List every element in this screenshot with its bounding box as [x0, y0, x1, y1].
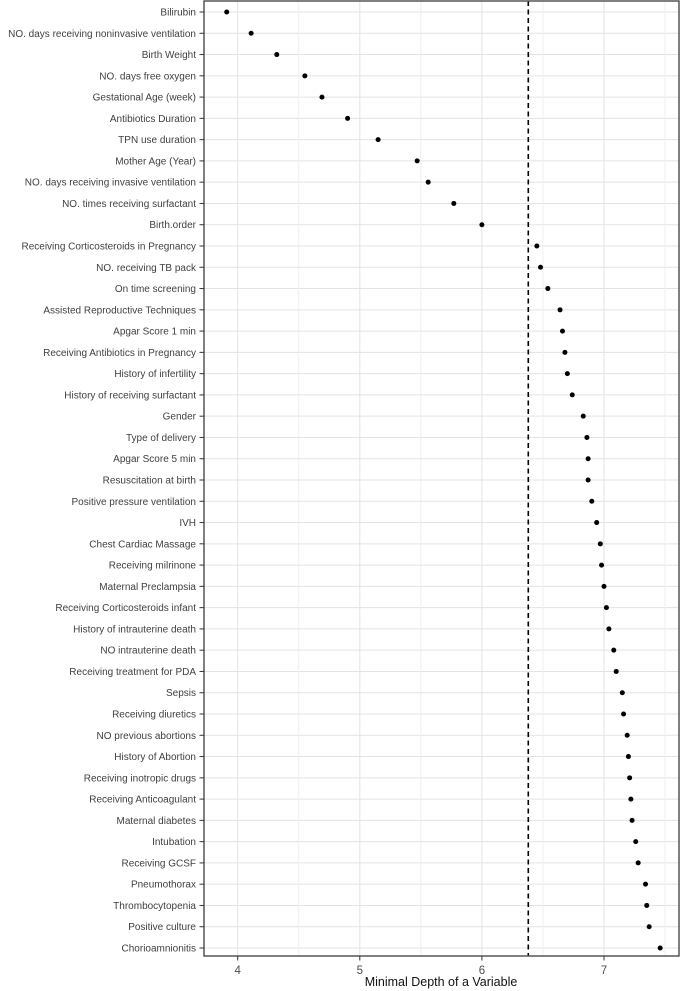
y-axis-label: Bilirubin	[160, 7, 196, 19]
data-point	[426, 180, 431, 185]
data-point	[594, 520, 599, 525]
data-point	[560, 329, 565, 334]
y-axis-label: Receiving Corticosteroids in Pregnancy	[21, 241, 196, 253]
y-axis-label: Receiving Corticosteroids infant	[55, 603, 196, 615]
x-axis-tick-label: 4	[234, 965, 241, 977]
data-point	[625, 733, 630, 738]
y-axis-label: History of intrauterine death	[73, 624, 196, 636]
y-axis-label: Antibiotics Duration	[109, 113, 196, 125]
y-axis-label: NO. days receiving invasive ventilation	[24, 177, 196, 189]
y-axis-label: Birth.order	[149, 220, 196, 232]
y-axis-label: Receiving Anticoagulant	[89, 794, 196, 806]
data-point	[647, 924, 652, 929]
data-point	[626, 754, 631, 759]
data-point	[614, 669, 619, 674]
data-point	[274, 52, 279, 57]
y-axis-label: Apgar Score 1 min	[113, 326, 196, 338]
y-axis-label: On time screening	[114, 284, 196, 296]
data-point	[545, 286, 550, 291]
data-point	[602, 584, 607, 589]
y-axis-label: Apgar Score 5 min	[113, 454, 196, 466]
y-axis-label: Chest Cardiac Massage	[89, 539, 196, 551]
data-point	[534, 244, 539, 249]
data-point	[224, 10, 229, 15]
plot-layer	[8, 1, 679, 977]
data-point	[479, 222, 484, 227]
y-axis-label: Positive culture	[128, 922, 196, 934]
y-axis-label: Resuscitation at birth	[102, 475, 196, 487]
data-point	[319, 95, 324, 100]
data-point	[628, 797, 633, 802]
data-point	[565, 371, 570, 376]
data-point	[451, 201, 456, 206]
data-point	[302, 73, 307, 78]
data-point	[584, 435, 589, 440]
data-point	[581, 414, 586, 419]
y-axis-label: Receiving diuretics	[112, 709, 196, 721]
data-point	[376, 137, 381, 142]
data-point	[599, 563, 604, 568]
y-axis-label: Thrombocytopenia	[113, 900, 196, 912]
x-axis-tick-label: 5	[356, 965, 364, 977]
data-point	[570, 392, 575, 397]
y-axis-label: Pneumothorax	[130, 879, 196, 891]
y-axis-label: Receiving inotropic drugs	[83, 773, 196, 785]
y-axis-label: Assisted Reproductive Techniques	[43, 305, 196, 317]
data-point	[658, 946, 663, 951]
data-point	[586, 456, 591, 461]
y-axis-label: Gender	[162, 411, 196, 423]
data-point	[627, 775, 632, 780]
data-point	[562, 350, 567, 355]
data-point	[630, 818, 635, 823]
y-axis-label: NO intrauterine death	[100, 645, 196, 657]
y-axis-label: Receiving milrinone	[108, 560, 196, 572]
y-axis-label: NO. days receiving noninvasive ventilation	[8, 28, 196, 40]
y-axis-label: TPN use duration	[118, 135, 196, 147]
y-axis-label: History of infertility	[114, 369, 196, 381]
data-point	[620, 690, 625, 695]
y-axis-label: History of receiving surfactant	[64, 390, 196, 402]
data-point	[589, 499, 594, 504]
y-axis-label: NO. times receiving surfactant	[62, 198, 196, 210]
y-axis-label: Sepsis	[165, 688, 196, 700]
x-axis-tick-label: 6	[478, 965, 486, 977]
data-point	[538, 265, 543, 270]
y-axis-label: Receiving GCSF	[121, 858, 196, 870]
data-point	[249, 31, 254, 36]
y-axis-label: Receiving treatment for PDA	[69, 666, 196, 678]
y-axis-label: NO. days free oxygen	[99, 71, 196, 83]
y-axis-label: Chorioamnionitis	[121, 943, 196, 955]
data-point	[586, 478, 591, 483]
y-axis-label: NO. receiving TB pack	[96, 262, 196, 274]
y-axis-label: NO previous abortions	[96, 730, 196, 742]
y-axis-label: Type of delivery	[125, 432, 196, 444]
data-point	[606, 626, 611, 631]
data-point	[604, 605, 609, 610]
x-axis-tick-label: 7	[600, 965, 608, 977]
y-axis-label: Positive pressure ventilation	[71, 496, 196, 508]
y-axis-label: Intubation	[152, 837, 196, 849]
x-axis-title: Minimal Depth of a Variable	[364, 975, 518, 989]
y-axis-label: Maternal diabetes	[116, 815, 196, 827]
y-axis-label: Gestational Age (week)	[92, 92, 196, 104]
data-point	[621, 712, 626, 717]
data-point	[636, 860, 641, 865]
panel-background	[204, 1, 679, 956]
y-axis-label: History of Abortion	[114, 752, 196, 764]
data-point	[415, 158, 420, 163]
y-axis-label: Maternal Preclampsia	[99, 581, 196, 593]
data-point	[345, 116, 350, 121]
data-point	[644, 903, 649, 908]
data-point	[611, 648, 616, 653]
data-point	[633, 839, 638, 844]
y-axis-label: Mother Age (Year)	[115, 156, 196, 168]
y-axis-label: Birth Weight	[141, 50, 196, 62]
y-axis-label: Receiving Antibiotics in Pregnancy	[43, 347, 196, 359]
y-axis-label: IVH	[179, 518, 196, 530]
data-point	[558, 307, 563, 312]
data-point	[643, 882, 648, 887]
data-point	[598, 541, 603, 546]
